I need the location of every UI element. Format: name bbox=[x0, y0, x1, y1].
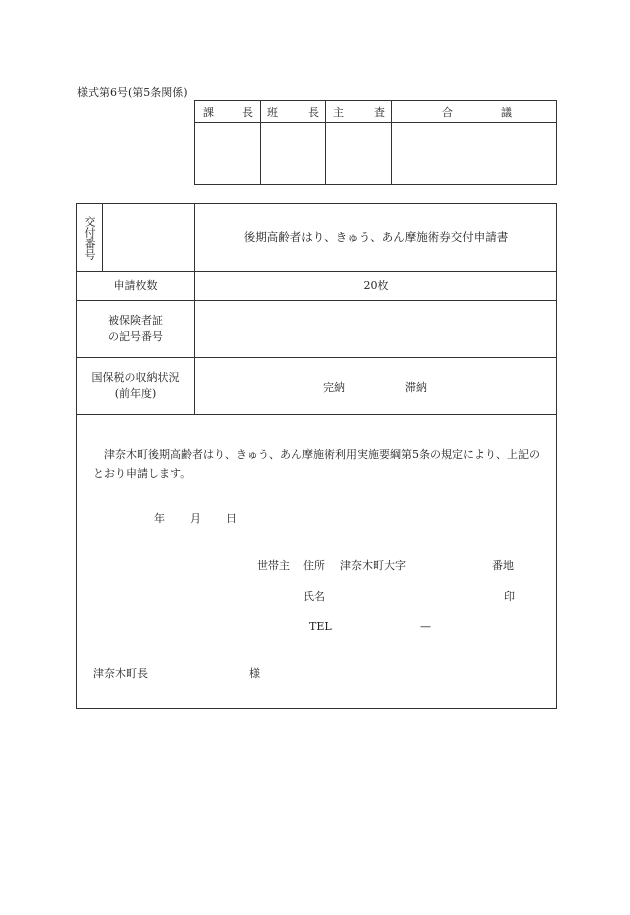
addressee-label: 津奈木町長 bbox=[93, 667, 148, 680]
approval-stamp-box bbox=[261, 123, 325, 185]
date-year[interactable]: 年 bbox=[154, 512, 165, 525]
address-label: 住所 bbox=[303, 559, 325, 572]
approval-stamp-box bbox=[195, 123, 260, 185]
approval-stamp-box bbox=[392, 123, 557, 185]
declaration-text: 津奈木町後期高齢者はり、きゅう、あん摩施術利用実施要綱第5条の規定により、上記のとおり申請します。 bbox=[93, 448, 540, 481]
tel-label: TEL bbox=[309, 620, 332, 633]
approval-header-team-chief: 班 長 bbox=[267, 106, 319, 119]
tax-option-arrears[interactable]: 滞納 bbox=[405, 381, 427, 394]
tax-option-paid[interactable]: 完納 bbox=[323, 381, 345, 394]
approval-header-section-chief: 課 長 bbox=[203, 106, 253, 119]
household-head-label: 世帯主 bbox=[257, 559, 290, 572]
honorific-label: 様 bbox=[249, 667, 260, 680]
issue-number-label: 交付番号 bbox=[83, 215, 96, 260]
insured-number-label: 被保険者証 の記号番号 bbox=[108, 314, 163, 343]
name-label: 氏名 bbox=[303, 590, 325, 603]
address-value[interactable]: 津奈木町大字 bbox=[340, 559, 406, 572]
date-day[interactable]: 日 bbox=[226, 512, 237, 525]
insured-number-field[interactable] bbox=[195, 300, 557, 357]
declaration-section bbox=[77, 415, 556, 709]
application-count-value[interactable]: 20枚 bbox=[363, 278, 389, 292]
application-form bbox=[76, 203, 557, 709]
approval-header-inspector: 主 査 bbox=[333, 106, 385, 119]
issue-number-field[interactable] bbox=[103, 204, 194, 271]
application-count-label: 申請枚数 bbox=[113, 278, 158, 292]
approval-stamp-table bbox=[194, 100, 557, 185]
form-title: 後期高齢者はり、きゅう、あん摩施術券交付申請書 bbox=[243, 230, 509, 245]
tax-status-label: 国保税の収納状況 (前年度) bbox=[91, 371, 180, 400]
date-month[interactable]: 月 bbox=[190, 512, 201, 525]
lot-number-label: 番地 bbox=[492, 559, 514, 572]
approval-header-consultation: 合 議 bbox=[442, 106, 512, 119]
tel-separator: — bbox=[420, 620, 431, 633]
form-number-label: 様式第6号(第5条関係) bbox=[77, 86, 188, 99]
seal-label: 印 bbox=[504, 590, 515, 603]
approval-stamp-box bbox=[326, 123, 391, 185]
